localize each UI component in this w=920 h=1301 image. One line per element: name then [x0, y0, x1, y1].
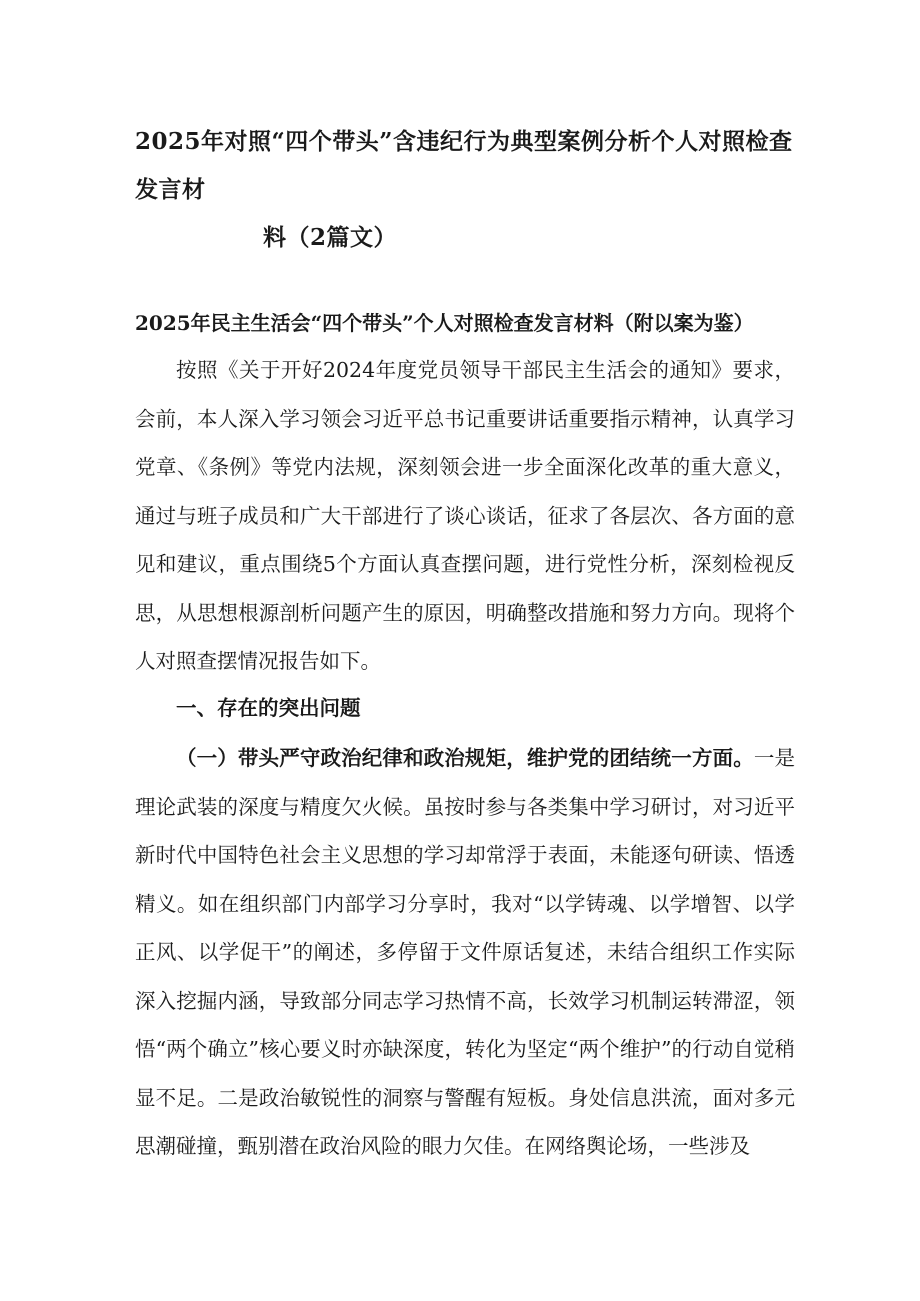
point-one-lead: （一）带头严守政治纪律和政治规矩，维护党的团结统一方面。: [176, 746, 754, 770]
document-title: [135, 118, 795, 262]
point-one-paragraph: [135, 734, 795, 1171]
section-heading: 一、存在的突出问题: [176, 696, 361, 720]
intro-paragraph: 按照《关于开好2024年度党员领导干部民主生活会的通知》要求，会前，本人深入学习领会习近平总书记重要讲话重要指示精神，认真学习党章、《条例》等党内法规，深刻领会进一步全面深化改革的重大意义，通过与班子成员和广大干部进行了谈心谈话，征求了各层次、各方面的意见和建议，重点围绕5个方面认真查摆问题，进行党性分析，深刻检视反思，从思想根源剖析问题产生的原因，明确整改措施和努力方向。现将个人对照查摆情况报告如下。: [135, 358, 795, 673]
title-line-2: 料（2篇文）: [263, 224, 398, 251]
article-subtitle: 2025年民主生活会“四个带头”个人对照检查发言材料（附以案为鉴）: [135, 311, 754, 335]
title-line-1: 2025年对照“四个带头”含违纪行为典型案例分析个人对照检查发言材: [135, 128, 793, 203]
point-one-body: 一是理论武装的深度与精度欠火候。虽按时参与各类集中学习研讨，对习近平新时代中国特色社会主义思想的学习却常浮于表面，未能逐句研读、悟透精义。如在组织部门内部学习分享时，我对“以学铸魂、以学增智、以学正风、以学促干”的阐述，多停留于文件原话复述，未结合组织工作实际深入挖掘内涵，导致部分同志学习热情不高，长效学习机制运转滞涩，领悟“两个确立”核心要义时亦缺深度，转化为坚定“两个维护”的行动自觉稍显不足。二是政治敏锐性的洞察与警醒有短板。身处信息洪流，面对多元思潮碰撞，甄别潜在政治风险的眼力欠佳。在网络舆论场，一些涉及: [135, 746, 796, 1158]
